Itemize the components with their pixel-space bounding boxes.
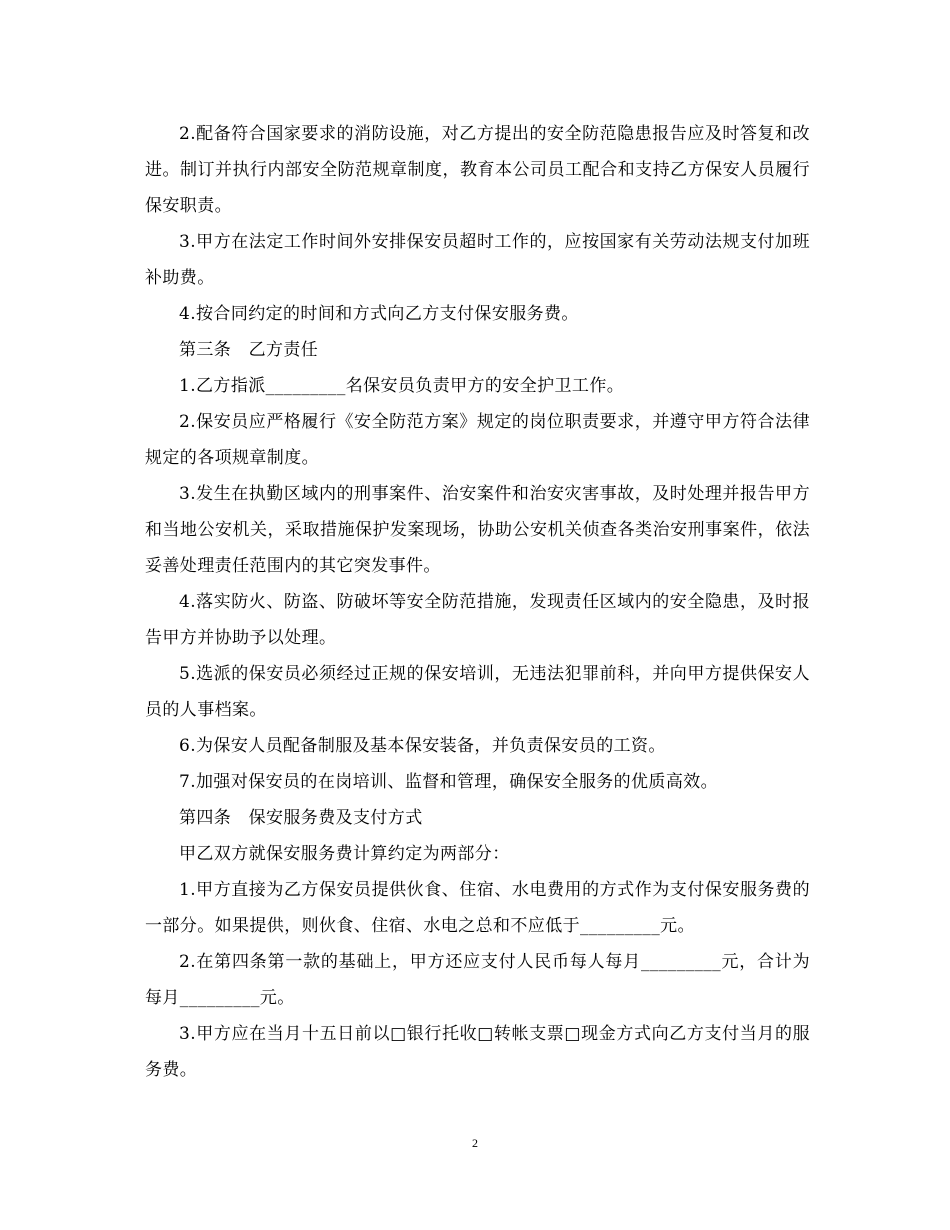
paragraph: 3.甲方在法定工作时间外安排保安员超时工作的，应按国家有关劳动法规支付加班补助费。 xyxy=(145,232,810,288)
paragraph: 3.甲方应在当月十五日前以□银行托收□转帐支票□现金方式向乙方支付当月的服务费。 xyxy=(145,1024,810,1080)
paragraph: 4.按合同约定的时间和方式向乙方支付保安服务费。 xyxy=(179,304,579,324)
paragraph: 3.发生在执勤区域内的刑事案件、治安案件和治安灾害事故，及时处理并报告甲方和当地公安机关，采取措施保护发案现场，协助公安机关侦查各类治安刑事案件，依法妥善处理责任范围内的其它突发事件。 xyxy=(145,484,810,576)
paragraph: 2.在第四条第一款的基础上，甲方还应支付人民币每人每月_________元，合计为每月_________元。 xyxy=(145,952,810,1008)
paragraph: 甲乙双方就保安服务费计算约定为两部分： xyxy=(179,844,510,864)
paragraph: 4.落实防火、防盗、防破坏等安全防范措施，发现责任区域内的安全隐患，及时报告甲方并协助予以处理。 xyxy=(145,592,810,648)
paragraph: 5.选派的保安员必须经过正规的保安培训，无违法犯罪前科，并向甲方提供保安人员的人事档案。 xyxy=(145,664,810,720)
paragraph: 7.加强对保安员的在岗培训、监督和管理，确保安全服务的优质高效。 xyxy=(179,772,719,792)
page-number: 2 xyxy=(472,1136,478,1150)
paragraph: 2.配备符合国家要求的消防设施，对乙方提出的安全防范隐患报告应及时答复和改进。制订并执行内部安全防范规章制度，教育本公司员工配合和支持乙方保安人员履行保安职责。 xyxy=(145,124,810,216)
document-body xyxy=(145,116,810,1088)
paragraph: 6.为保安人员配备制服及基本保安装备，并负责保安员的工资。 xyxy=(179,736,666,756)
paragraph: 1.乙方指派_________名保安员负责甲方的安全护卫工作。 xyxy=(179,376,625,396)
section-heading: 第四条 保安服务费及支付方式 xyxy=(179,808,423,828)
paragraph: 2.保安员应严格履行《安全防范方案》规定的岗位职责要求，并遵守甲方符合法律规定的各项规章制度。 xyxy=(145,412,810,468)
section-heading: 第三条 乙方责任 xyxy=(179,340,319,360)
paragraph: 1.甲方直接为乙方保安员提供伙食、住宿、水电费用的方式作为支付保安服务费的一部分。如果提供，则伙食、住宿、水电之总和不应低于_________元。 xyxy=(145,880,810,936)
